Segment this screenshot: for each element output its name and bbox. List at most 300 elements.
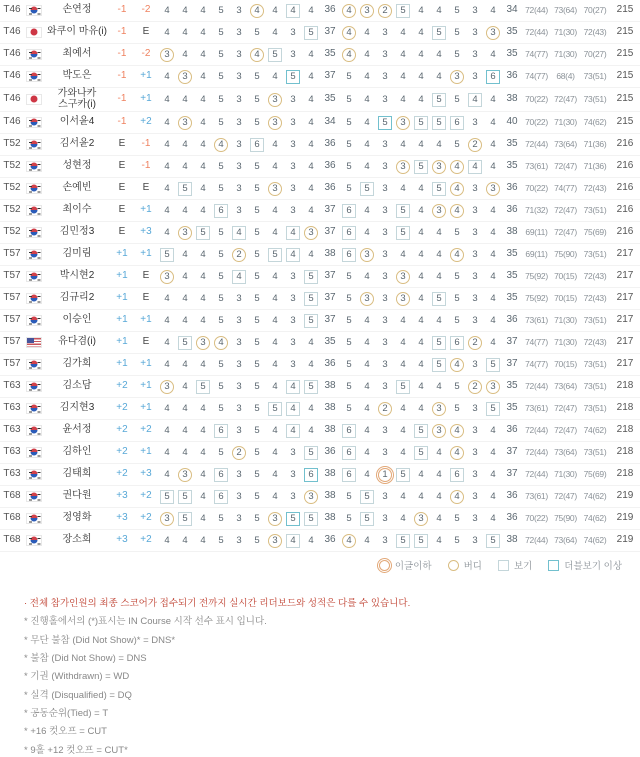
hole-f-4-cell	[212, 204, 230, 218]
hole-b-4-cell	[394, 468, 412, 482]
hole-b-8-cell	[466, 160, 484, 174]
player-name[interactable]: 김미림	[44, 248, 110, 261]
par-score: 3	[468, 226, 482, 240]
player-row[interactable]	[0, 88, 640, 112]
hole-b-9-cell	[484, 204, 502, 218]
par-score: 4	[396, 446, 410, 460]
hole-b-1-cell	[340, 4, 358, 18]
hole-f-9-cell	[302, 512, 320, 526]
player-row[interactable]	[0, 376, 640, 398]
hole-f-2-cell	[176, 182, 194, 196]
par-score: 4	[486, 468, 500, 482]
hole-f-2-cell	[176, 160, 194, 174]
birdie-mark: 3	[160, 380, 174, 394]
par-score: 3	[378, 314, 392, 328]
par-score: 5	[450, 512, 464, 526]
hole-b-8-cell	[466, 468, 484, 482]
hole-f-5-cell	[230, 93, 248, 107]
par-score: 4	[486, 138, 500, 152]
hole-f-2-cell	[176, 204, 194, 218]
birdie-mark: 4	[450, 182, 464, 196]
player-row[interactable]	[0, 266, 640, 288]
hole-f-4-cell	[212, 160, 230, 174]
hole-b-6-cell	[430, 160, 448, 174]
par-score: 3	[378, 424, 392, 438]
total-score-cell: +1	[110, 271, 134, 282]
hole-f-9-cell	[302, 70, 320, 84]
player-row[interactable]	[0, 244, 640, 266]
hole-b-1-cell	[340, 70, 358, 84]
hole-b-5-cell	[412, 182, 430, 196]
hole-b-7-cell	[448, 116, 466, 130]
hole-b-4-cell	[394, 93, 412, 107]
round2-score-cell: 70(15)	[551, 294, 580, 303]
hole-f-2-cell	[176, 116, 194, 130]
footnote-item: * 무단 불참 (Did Not Show)* = DNS*	[24, 635, 640, 648]
par-score: 3	[232, 160, 246, 174]
hole-f-6-cell	[248, 26, 266, 40]
player-name[interactable]: 윤서정	[44, 424, 110, 437]
hole-f-4-cell	[212, 446, 230, 460]
hole-f-1-cell	[158, 204, 176, 218]
today-score-cell: +3	[134, 469, 158, 480]
player-row[interactable]	[0, 178, 640, 200]
player-name[interactable]: 최이수	[44, 204, 110, 217]
player-row[interactable]	[0, 112, 640, 134]
par-score: 4	[304, 248, 318, 262]
hole-f-5-cell	[230, 380, 248, 394]
hole-b-5-cell	[412, 93, 430, 107]
par-score: 4	[432, 468, 446, 482]
par-score: 4	[432, 490, 446, 504]
hole-b-3-cell	[376, 292, 394, 306]
round1-score-cell: 72(44)	[522, 448, 551, 457]
par-score: 4	[160, 138, 174, 152]
player-name[interactable]: 김태희	[44, 468, 110, 481]
flag-cell	[24, 469, 44, 481]
player-row[interactable]	[0, 156, 640, 178]
par-score: 3	[378, 380, 392, 394]
hole-f-6-cell	[248, 424, 266, 438]
out-total-cell: 34	[320, 117, 340, 128]
par-score: 4	[414, 48, 428, 62]
par-score: 3	[378, 446, 392, 460]
bogey-mark: 5	[432, 336, 446, 350]
hole-b-2-cell	[358, 138, 376, 152]
hole-b-6-cell	[430, 26, 448, 40]
round3-score-cell: 74(62)	[580, 426, 610, 435]
flag-kr-icon	[26, 315, 42, 326]
par-score: 5	[250, 314, 264, 328]
out-total-cell: 36	[320, 447, 340, 458]
player-row[interactable]	[0, 464, 640, 486]
round2-score-cell: 73(64)	[551, 448, 580, 457]
bogey-mark: 6	[250, 138, 264, 152]
hole-f-3-cell	[194, 138, 212, 152]
player-name[interactable]: 이승인	[44, 314, 110, 327]
player-row[interactable]	[0, 22, 640, 44]
bogey-mark: 5	[360, 490, 374, 504]
bogey-mark: 4	[286, 248, 300, 262]
bogey-mark: 6	[214, 468, 228, 482]
hole-f-1-cell	[158, 26, 176, 40]
birdie-mark: 4	[450, 248, 464, 262]
flag-cell	[24, 183, 44, 195]
player-name[interactable]: 성현정	[44, 160, 110, 173]
player-row[interactable]	[0, 332, 640, 354]
player-row[interactable]	[0, 486, 640, 508]
hole-f-8-cell	[284, 380, 302, 394]
rank-cell: T46	[0, 94, 24, 105]
hole-b-1-cell	[340, 270, 358, 284]
hole-f-2-cell	[176, 490, 194, 504]
bogey-mark: 6	[214, 424, 228, 438]
par-score: 5	[214, 26, 228, 40]
today-score-cell: +1	[134, 315, 158, 326]
player-name[interactable]: 박도은	[44, 70, 110, 83]
round2-score-cell: 73(64)	[551, 140, 580, 149]
hole-f-1-cell	[158, 358, 176, 372]
in-total-cell: 35	[502, 381, 522, 392]
hole-f-9-cell	[302, 226, 320, 240]
hole-b-4-cell	[394, 48, 412, 62]
player-name[interactable]: 김하인	[44, 446, 110, 459]
hole-f-3-cell	[194, 70, 212, 84]
par-score: 4	[396, 138, 410, 152]
hole-b-9-cell	[484, 270, 502, 284]
par-score: 4	[396, 512, 410, 526]
round1-score-cell: 70(22)	[522, 184, 551, 193]
flag-kr-icon	[26, 161, 42, 172]
hole-b-1-cell	[340, 116, 358, 130]
hole-b-2-cell	[358, 446, 376, 460]
par-score: 4	[414, 380, 428, 394]
player-row[interactable]	[0, 134, 640, 156]
par-score: 3	[286, 182, 300, 196]
hole-b-1-cell	[340, 358, 358, 372]
player-name[interactable]: 김가희	[44, 358, 110, 371]
legend-item-e	[379, 558, 432, 572]
player-row[interactable]	[0, 310, 640, 332]
round2-score-cell: 68(4)	[551, 72, 580, 81]
hole-b-2-cell	[358, 292, 376, 306]
hole-b-7-cell	[448, 292, 466, 306]
par-score: 5	[214, 116, 228, 130]
player-row[interactable]	[0, 44, 640, 66]
round3-score-cell: 73(51)	[580, 95, 610, 104]
par-score: 4	[196, 4, 210, 18]
par-score: 3	[286, 336, 300, 350]
bogey-mark: 4	[232, 270, 246, 284]
par-score: 3	[378, 204, 392, 218]
total-score-cell: -1	[110, 71, 134, 82]
hole-f-1-cell	[158, 182, 176, 196]
player-row[interactable]	[0, 66, 640, 88]
hole-b-6-cell	[430, 424, 448, 438]
par-score: 4	[304, 534, 318, 548]
par-score: 4	[160, 26, 174, 40]
bogey-mark: 5	[160, 248, 174, 262]
legend-d-icon	[548, 560, 559, 571]
player-row[interactable]	[0, 398, 640, 420]
hole-f-1-cell	[158, 424, 176, 438]
player-row[interactable]	[0, 288, 640, 310]
hole-f-9-cell	[302, 93, 320, 107]
player-name[interactable]: 손연정	[44, 4, 110, 17]
round2-score-cell: 72(47)	[551, 206, 580, 215]
hole-b-5-cell	[412, 160, 430, 174]
hole-f-6-cell	[248, 160, 266, 174]
player-name[interactable]: 정영화	[44, 512, 110, 525]
player-row[interactable]	[0, 222, 640, 244]
player-name[interactable]: 최예서	[44, 48, 110, 61]
hole-b-5-cell	[412, 204, 430, 218]
hole-f-8-cell	[284, 70, 302, 84]
round3-score-cell: 73(51)	[580, 316, 610, 325]
par-score: 4	[268, 380, 282, 394]
par-score: 3	[468, 468, 482, 482]
hole-b-8-cell	[466, 424, 484, 438]
round3-score-cell: 73(51)	[580, 448, 610, 457]
bogey-mark: 6	[342, 446, 356, 460]
par-score: 4	[486, 4, 500, 18]
hole-b-8-cell	[466, 380, 484, 394]
hole-f-6-cell	[248, 182, 266, 196]
round3-score-cell: 74(62)	[580, 492, 610, 501]
hole-f-2-cell	[176, 270, 194, 284]
total-score-cell: E	[110, 205, 134, 216]
player-name[interactable]: 유다겸(i)	[44, 336, 110, 349]
par-score: 3	[232, 4, 246, 18]
flag-cell	[24, 447, 44, 459]
out-total-cell: 38	[320, 469, 340, 480]
player-name[interactable]: 가와나카 스구카(i)	[44, 88, 110, 111]
hole-b-7-cell	[448, 380, 466, 394]
hole-f-9-cell	[302, 534, 320, 548]
birdie-mark: 4	[450, 204, 464, 218]
par-score: 4	[196, 26, 210, 40]
par-score: 5	[214, 182, 228, 196]
hole-b-9-cell	[484, 160, 502, 174]
hole-b-6-cell	[430, 314, 448, 328]
par-score: 4	[414, 226, 428, 240]
hole-b-3-cell	[376, 93, 394, 107]
hole-b-9-cell	[484, 93, 502, 107]
hole-f-4-cell	[212, 93, 230, 107]
in-total-cell: 38	[502, 535, 522, 546]
today-score-cell: -2	[134, 49, 158, 60]
hole-f-4-cell	[212, 468, 230, 482]
birdie-mark: 3	[396, 160, 410, 174]
player-name[interactable]: 권다원	[44, 490, 110, 503]
par-score: 4	[304, 138, 318, 152]
player-name[interactable]: 김소담	[44, 380, 110, 393]
hole-b-1-cell	[340, 93, 358, 107]
hole-f-7-cell	[266, 204, 284, 218]
total-score-cell: E	[110, 183, 134, 194]
flag-cell	[24, 227, 44, 239]
par-score: 4	[414, 402, 428, 416]
hole-b-1-cell	[340, 490, 358, 504]
double-bogey-mark: 6	[304, 468, 318, 482]
legend-label: 더블보기 이상	[564, 558, 622, 572]
hole-b-1-cell	[340, 512, 358, 526]
hole-b-8-cell	[466, 204, 484, 218]
hole-b-7-cell	[448, 160, 466, 174]
out-total-cell: 37	[320, 205, 340, 216]
hole-f-7-cell	[266, 424, 284, 438]
hole-f-3-cell	[194, 116, 212, 130]
par-score: 5	[250, 270, 264, 284]
hole-f-8-cell	[284, 336, 302, 350]
par-score: 4	[414, 70, 428, 84]
par-score: 4	[178, 204, 192, 218]
par-score: 4	[396, 26, 410, 40]
hole-b-9-cell	[484, 292, 502, 306]
bogey-mark: 5	[432, 93, 446, 107]
par-score: 4	[178, 48, 192, 62]
player-row[interactable]	[0, 508, 640, 530]
par-score: 4	[486, 292, 500, 306]
hole-b-8-cell	[466, 314, 484, 328]
hole-f-8-cell	[284, 424, 302, 438]
hole-f-9-cell	[302, 468, 320, 482]
player-row[interactable]	[0, 530, 640, 552]
in-total-cell: 35	[502, 249, 522, 260]
hole-f-1-cell	[158, 336, 176, 350]
hole-f-9-cell	[302, 248, 320, 262]
total-score-cell: E	[110, 139, 134, 150]
player-name[interactable]: 김지현3	[44, 402, 110, 415]
par-score: 3	[468, 402, 482, 416]
birdie-mark: 4	[450, 490, 464, 504]
bogey-mark: 6	[450, 116, 464, 130]
round1-score-cell: 69(11)	[522, 250, 551, 259]
player-name[interactable]: 박시현2	[44, 270, 110, 283]
round2-score-cell: 71(30)	[551, 28, 580, 37]
par-score: 4	[178, 160, 192, 174]
hole-f-7-cell	[266, 226, 284, 240]
today-score-cell: +1	[134, 249, 158, 260]
hole-f-7-cell	[266, 446, 284, 460]
par-score: 4	[360, 226, 374, 240]
hole-f-3-cell	[194, 204, 212, 218]
player-row[interactable]	[0, 442, 640, 464]
player-name[interactable]: 김민정3	[44, 226, 110, 239]
today-score-cell: +1	[134, 94, 158, 105]
hole-f-5-cell	[230, 534, 248, 548]
bogey-mark: 5	[432, 26, 446, 40]
hole-f-3-cell	[194, 512, 212, 526]
par-score: 4	[196, 93, 210, 107]
bogey-mark: 5	[304, 446, 318, 460]
hole-b-9-cell	[484, 116, 502, 130]
hole-f-3-cell	[194, 26, 212, 40]
hole-f-7-cell	[266, 93, 284, 107]
round1-score-cell: 74(77)	[522, 360, 551, 369]
hole-f-9-cell	[302, 160, 320, 174]
par-score: 5	[342, 512, 356, 526]
par-score: 3	[468, 182, 482, 196]
hole-b-3-cell	[376, 116, 394, 130]
par-score: 4	[432, 226, 446, 240]
player-row[interactable]	[0, 420, 640, 442]
hole-f-7-cell	[266, 270, 284, 284]
hole-b-7-cell	[448, 424, 466, 438]
par-score: 4	[396, 70, 410, 84]
round1-score-cell: 72(44)	[522, 426, 551, 435]
birdie-mark: 4	[250, 4, 264, 18]
par-score: 4	[486, 160, 500, 174]
hole-b-5-cell	[412, 446, 430, 460]
hole-f-8-cell	[284, 446, 302, 460]
par-score: 4	[360, 314, 374, 328]
player-name[interactable]: 김서윤2	[44, 138, 110, 151]
player-row[interactable]	[0, 200, 640, 222]
footnotes	[24, 598, 640, 757]
hole-f-7-cell	[266, 138, 284, 152]
player-name[interactable]: 손예빈	[44, 182, 110, 195]
rank-cell: T52	[0, 227, 24, 238]
bogey-mark: 6	[342, 204, 356, 218]
par-score: 4	[360, 160, 374, 174]
hole-f-6-cell	[248, 138, 266, 152]
hole-b-7-cell	[448, 446, 466, 460]
par-score: 4	[160, 424, 174, 438]
bogey-mark: 5	[486, 534, 500, 548]
par-score: 4	[160, 4, 174, 18]
hole-b-9-cell	[484, 314, 502, 328]
bogey-mark: 4	[286, 402, 300, 416]
flag-cell	[24, 381, 44, 393]
in-total-cell: 36	[502, 205, 522, 216]
player-row[interactable]	[0, 354, 640, 376]
birdie-mark: 4	[214, 336, 228, 350]
birdie-mark: 3	[486, 380, 500, 394]
hole-f-9-cell	[302, 116, 320, 130]
player-row[interactable]	[0, 0, 640, 22]
hole-b-2-cell	[358, 4, 376, 18]
bogey-mark: 5	[304, 512, 318, 526]
hole-f-8-cell	[284, 93, 302, 107]
round2-score-cell: 71(30)	[551, 338, 580, 347]
player-name[interactable]: 이서윤4	[44, 116, 110, 129]
hole-b-1-cell	[340, 380, 358, 394]
player-name[interactable]: 김규리2	[44, 292, 110, 305]
player-name[interactable]: 와쿠이 마유(i)	[44, 26, 110, 39]
flag-cell	[24, 117, 44, 129]
bogey-mark: 5	[396, 204, 410, 218]
hole-f-3-cell	[194, 402, 212, 416]
in-total-cell: 35	[502, 161, 522, 172]
hole-b-9-cell	[484, 380, 502, 394]
round2-score-cell: 71(30)	[551, 118, 580, 127]
tournament-total-cell: 218	[610, 425, 640, 436]
hole-f-6-cell	[248, 380, 266, 394]
par-score: 4	[160, 336, 174, 350]
flag-kr-icon	[26, 359, 42, 370]
hole-b-7-cell	[448, 48, 466, 62]
hole-f-5-cell	[230, 512, 248, 526]
hole-f-8-cell	[284, 402, 302, 416]
hole-b-8-cell	[466, 270, 484, 284]
player-name[interactable]: 장소희	[44, 534, 110, 547]
par-score: 4	[486, 270, 500, 284]
par-score: 3	[378, 70, 392, 84]
tournament-total-cell: 216	[610, 227, 640, 238]
hole-f-6-cell	[248, 446, 266, 460]
tournament-total-cell: 218	[610, 469, 640, 480]
